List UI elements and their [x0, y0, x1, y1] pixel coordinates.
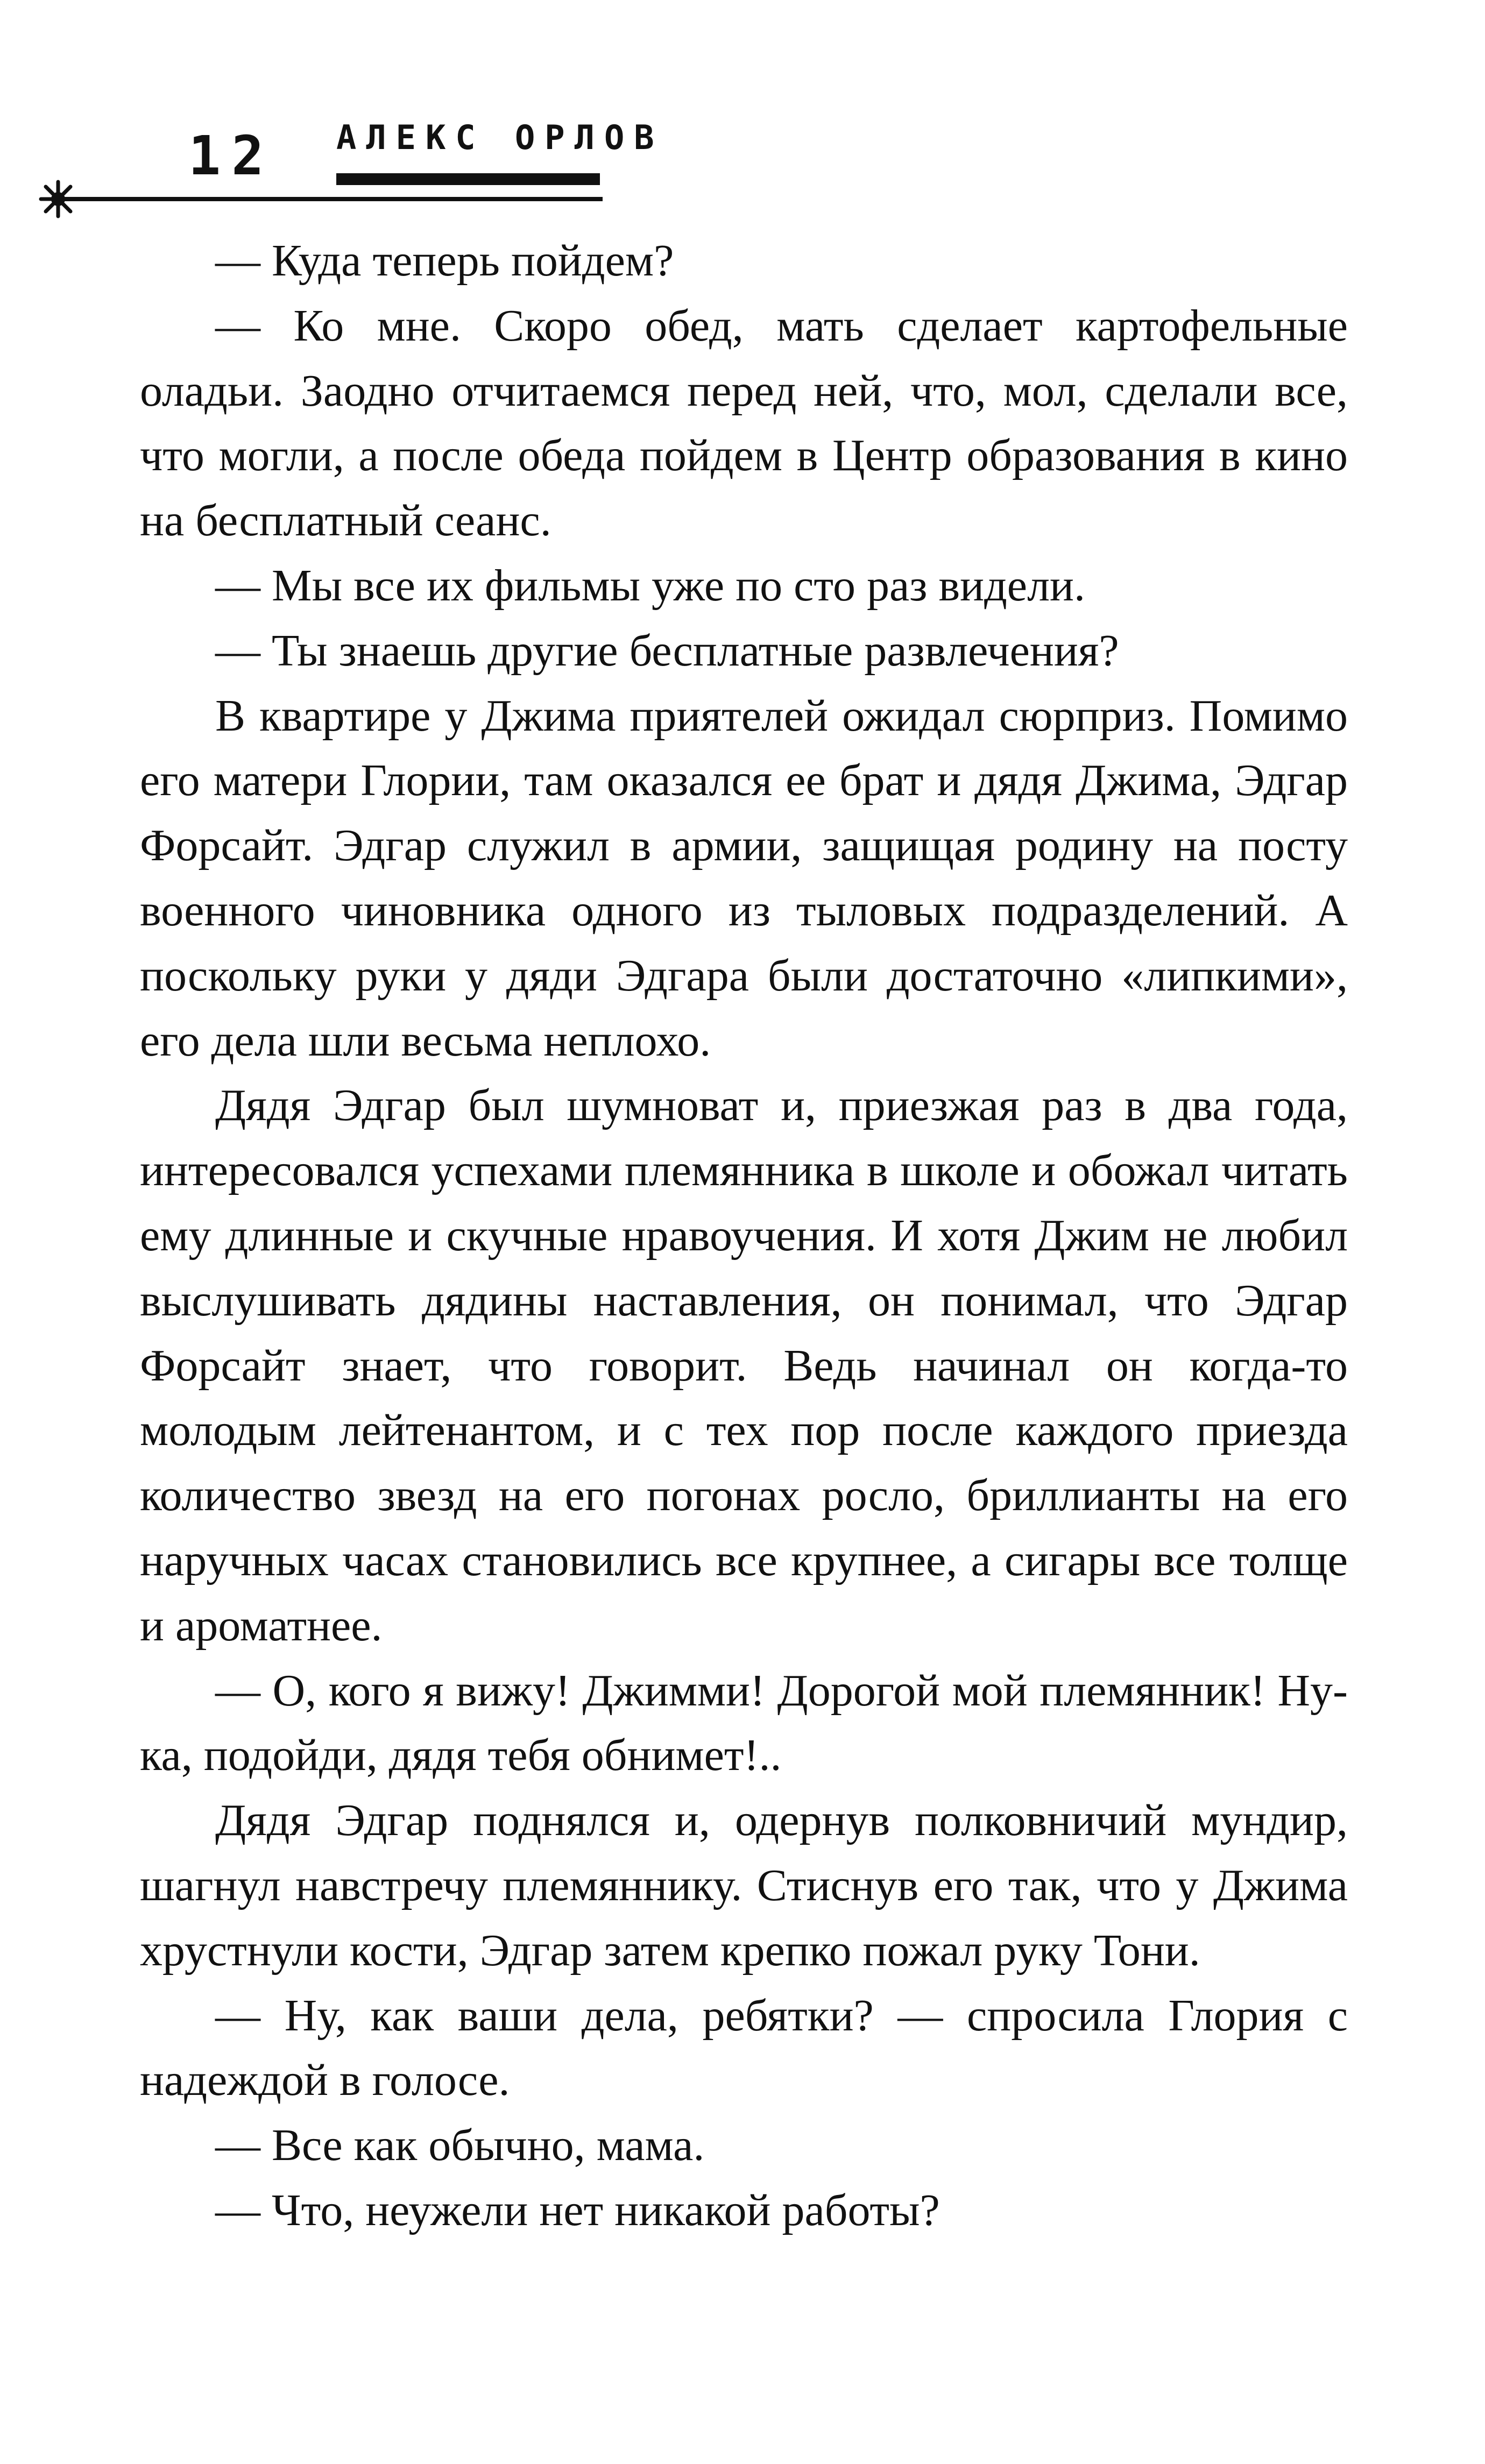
- paragraph: — Все как обычно, мама.: [215, 2120, 705, 2171]
- paragraph: — О, кого я вижу! Джимми! Дорогой мой племянник! Ну-ка, подойди, дядя тебя обнимет!..: [140, 1665, 1348, 1781]
- body-text: [140, 229, 1348, 2243]
- paragraph: — Что, неужели нет никакой работы?: [215, 2185, 940, 2235]
- paragraph: Дядя Эдгар был шумноват и, приезжая раз в два года, интересовался успехами племянника в школе и обожал читать ему длинные и скучные нравоучения. И хотя Джим не любил выслушивать дядины наставления, он понимал, что Эдгар Форсайт знает, что говорит. Ведь начинал он когда-то молодым лейтенантом, и с тех пор после каждого приезда количество звезд на его погонах росло, бриллианты на его наручных часах становились все крупнее, а сигары все толще и ароматнее.: [140, 1080, 1348, 1651]
- paragraph: — Мы все их фильмы уже по сто раз видели.: [215, 560, 1085, 611]
- paragraph: — Куда теперь пойдем?: [215, 236, 674, 286]
- paragraph: — Ты знаешь другие бесплатные развлечения?: [215, 625, 1119, 676]
- running-head-author: АЛЕКС ОРЛОВ: [336, 118, 664, 157]
- page-number: 12: [188, 124, 275, 187]
- paragraph: Дядя Эдгар поднялся и, одернув полковничий мундир, шагнул навстречу племяннику. Стиснув его так, что у Джима хрустнули кости, Эдгар затем крепко пожал руку Тони.: [140, 1795, 1348, 1976]
- paragraph: — Ко мне. Скоро обед, мать сделает картофельные оладьи. Заодно отчитаемся перед ней, что, мол, сделали все, что могли, а после обеда пойдем в Центр образования в кино на бесплатный сеанс.: [140, 300, 1348, 546]
- paragraph: — Ну, как ваши дела, ребятки? — спросила Глория с надеждой в голосе.: [140, 1990, 1348, 2106]
- paragraph: В квартире у Джима приятелей ожидал сюрприз. Помимо его матери Глории, там оказался ее брат и дядя Джима, Эдгар Форсайт. Эдгар служил в армии, защищая родину на посту военного чиновника одного из тыловых подразделений. А поскольку руки у дяди Эдгара были достаточно «липкими», его дела шли весьма неплохо.: [140, 690, 1348, 1066]
- author-underline-bar: [336, 173, 600, 185]
- running-header: [0, 0, 1485, 226]
- header-rule: [59, 197, 603, 201]
